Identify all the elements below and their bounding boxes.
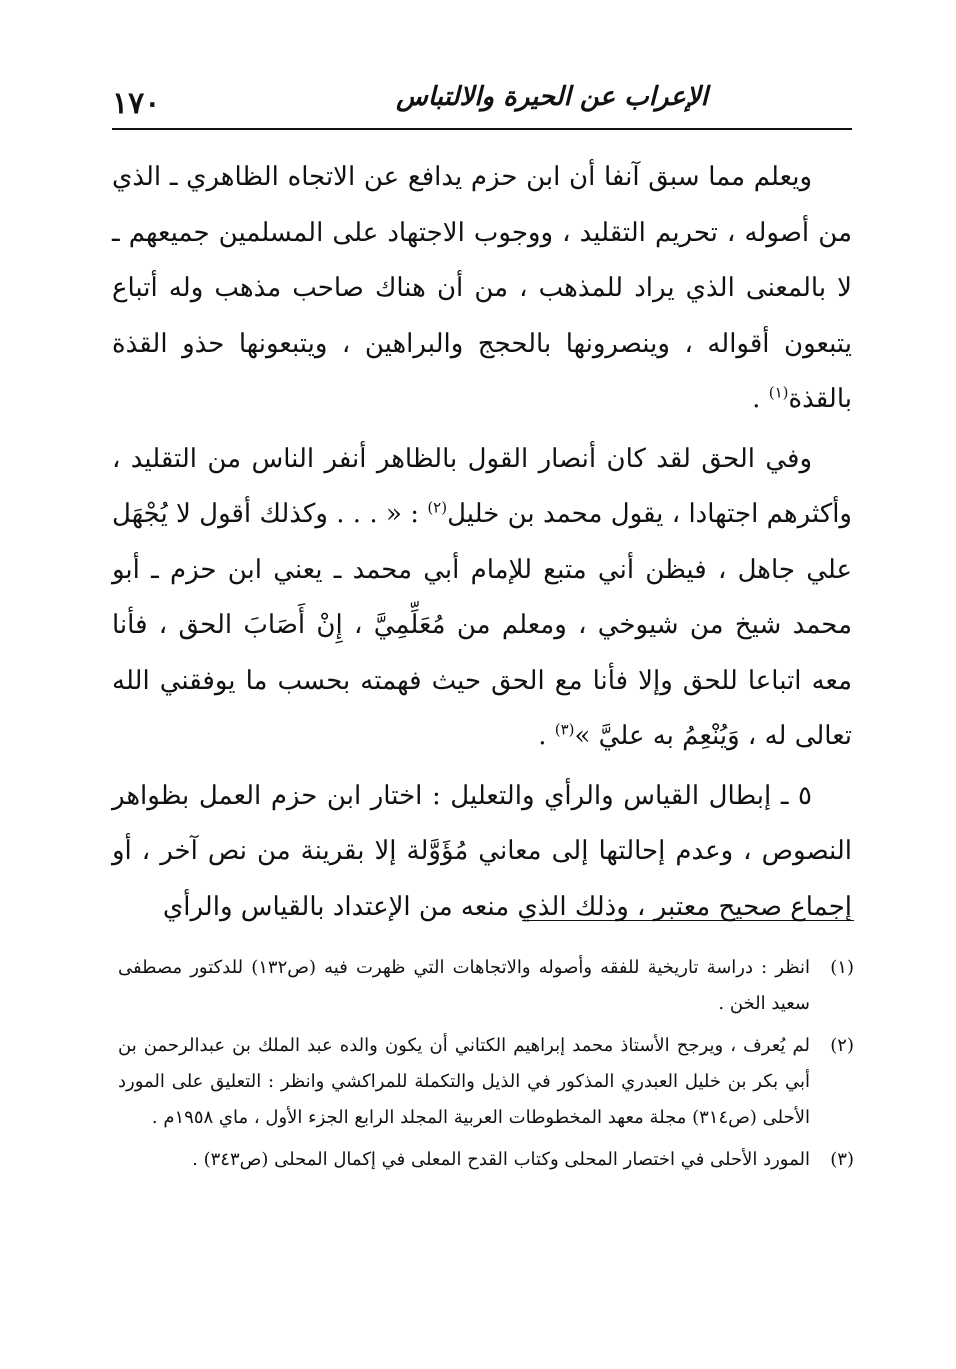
paragraph-1 <box>112 150 852 428</box>
footnote-1 <box>118 950 854 1022</box>
footnote-ref-2: (٢) <box>427 498 448 517</box>
paragraph-3-text: ٥ ـ إبطال القياس والرأي والتعليل : اختار ابن حزم العمل بظواهر النصوص ، وعدم إحالتها إلى معاني مُؤَوَّلة إلا بقرينة من نص آخر ، أو إجماع صحيح معتبر ، وذلك الذي منعه من الإعتداد بالقياس والرأي <box>112 780 852 922</box>
footnote-2 <box>118 1028 854 1136</box>
header-rule <box>112 128 852 130</box>
footnote-text: لم يُعرف ، ويرجح الأستاذ محمد إبراهيم الكتاني أن يكون والده عبد الملك بن عبدالرحمن بن أبي بكر بن خليل العبدري المذكور في الذيل والتكملة للمراكشي وانظر : التعليق على المورد الأحلى (ص٣١٤) مجلة معهد المخطوطات العربية المجلد الرابع الجزء الأول ، ماي ١٩٥٨م . <box>118 1035 810 1128</box>
footnote-text: انظر : دراسة تاريخية للفقه وأصوله والاتجاهات التي ظهرت فيه (ص١٣٢) للدكتور مصطفى سعيد الخن . <box>118 957 810 1014</box>
footnote-text: المورد الأحلى في اختصار المحلى وكتاب القدح المعلى في إكمال المحلى (ص٣٤٣) . <box>192 1149 810 1170</box>
footnote-3 <box>118 1142 854 1178</box>
footnote-marker: (٣) <box>830 1149 854 1170</box>
paragraph-2 <box>112 432 852 765</box>
footnote-ref-1: (١) <box>768 383 789 402</box>
footnote-ref-3: (٣) <box>554 720 575 739</box>
paragraph-2-text-a: وفي الحق لقد كان أنصار القول بالظاهر أنفر الناس من التقليد ، وأكثرهم اجتهادا ، يقول محمد بن خليل <box>112 443 852 529</box>
footnote-separator <box>522 920 854 921</box>
paragraph-2-text-b: : « . . . وكذلك أقول لا يُجْهَل علي جاهل ، فيظن أني متبع للإمام أبي محمد ـ يعني ابن حزم ـ أبو محمد شيخ من شيوخي ، ومعلم من مُعَلِّمِيَّ ، إِنْ أَصَابَ الحق ، فأنا معه اتباعا للحق وإلا فأنا مع الحق حيث فهمته بحسب ما يوفقني الله تعالى له ، وَيُنْعِمُ به عليَّ » <box>112 499 852 751</box>
paragraph-2-end: . <box>538 721 555 751</box>
running-title: الإعراب عن الحيرة والالتباس <box>396 82 708 112</box>
footnote-marker: (٢) <box>830 1035 854 1056</box>
footnote-marker: (١) <box>830 957 854 978</box>
page-header <box>112 72 852 130</box>
paragraph-3 <box>112 769 852 936</box>
paragraph-1-end: . <box>752 384 769 414</box>
paragraph-1-text: ويعلم مما سبق آنفا أن ابن حزم يدافع عن الاتجاه الظاهري ـ الذي من أصوله ، تحريم التقليد ، ووجوب الاجتهاد على المسلمين جميعهم ـ لا بالمعنى الذي يراد للمذهب ، من أن هناك صاحب مذهب وله أتباع يتبعون أقواله ، وينصرونها بالحجج والبراهين ، ويتبعونها حذو القذة بالقذة <box>112 162 852 414</box>
main-text <box>112 150 852 939</box>
page-number: ١٧٠ <box>112 86 161 121</box>
footnotes <box>118 950 854 1184</box>
